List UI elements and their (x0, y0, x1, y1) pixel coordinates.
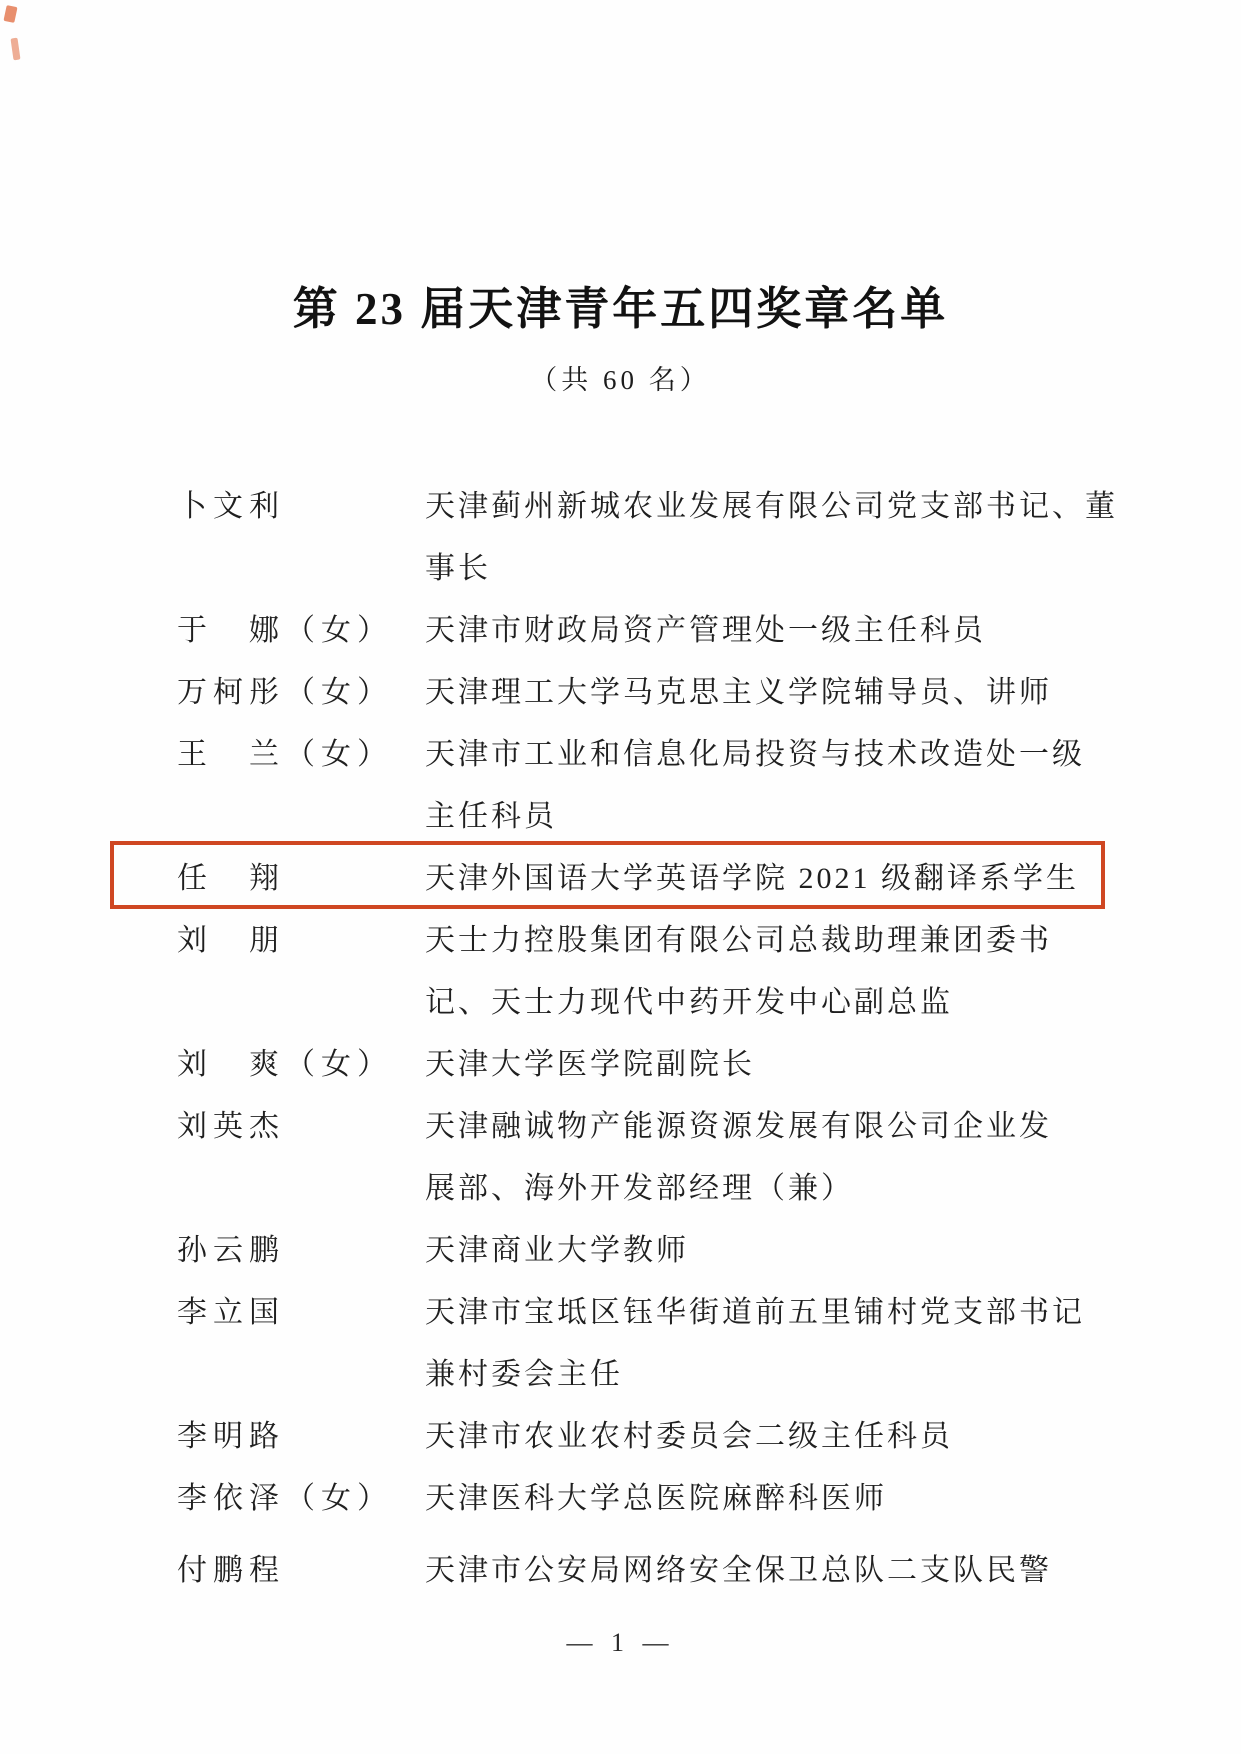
awardee-description: 天津商业大学教师 (425, 1234, 689, 1267)
page-subtitle: （共 60 名） (530, 365, 711, 395)
award-entry-row (177, 720, 1130, 844)
awardee-name: 李立国 (177, 1296, 285, 1329)
entry-line (177, 844, 1130, 906)
awardee-name: 李依泽（女） (177, 1482, 393, 1515)
awardee-description: 天津融诚物产能源资源发展有限公司企业发 (425, 1110, 1052, 1143)
entry-line (177, 782, 1130, 844)
awardee-name: 孙云鹏 (177, 1234, 285, 1267)
entry-line (177, 472, 1130, 534)
entry-line (177, 534, 1130, 596)
entry-line (177, 1030, 1130, 1092)
awardee-description: 记、天士力现代中药开发中心副总监 (425, 986, 953, 1019)
page-title: 第 23 届天津青年五四奖章名单 (292, 284, 949, 334)
entry-line (177, 1154, 1130, 1216)
award-entry-row (177, 1092, 1130, 1216)
award-entry-row (177, 1464, 1130, 1526)
awardee-description: 天津外国语大学英语学院 2021 级翻译系学生 (425, 862, 1079, 895)
scan-artifact (11, 38, 21, 61)
awardee-name: 刘 朋 (177, 924, 285, 957)
awardee-name: 任 翔 (177, 862, 285, 895)
award-entry-row (177, 1536, 1130, 1598)
awardee-description: 天士力控股集团有限公司总裁助理兼团委书 (425, 924, 1052, 957)
entry-line (177, 1216, 1130, 1278)
entry-line (177, 1340, 1130, 1402)
awardee-description: 天津蓟州新城农业发展有限公司党支部书记、董 (425, 490, 1118, 523)
entry-line (177, 596, 1130, 658)
awardee-name: 于 娜（女） (177, 614, 393, 647)
entry-line (177, 658, 1130, 720)
awardee-description: 天津大学医学院副院长 (425, 1048, 755, 1081)
awardee-name: 付鹏程 (177, 1554, 285, 1587)
awardee-description: 天津理工大学马克思主义学院辅导员、讲师 (425, 676, 1052, 709)
award-list (177, 472, 1130, 1598)
entry-line (177, 906, 1130, 968)
award-entry-row (177, 1216, 1130, 1278)
award-entry-row (177, 596, 1130, 658)
awardee-description: 主任科员 (425, 800, 557, 833)
award-entry-row (177, 906, 1130, 1030)
award-entry-row (177, 472, 1130, 596)
awardee-description: 天津市财政局资产管理处一级主任科员 (425, 614, 986, 647)
entry-line (177, 1402, 1130, 1464)
award-entry-row (177, 1030, 1130, 1092)
awardee-name: 卜文利 (177, 490, 285, 523)
awardee-name: 李明路 (177, 1420, 285, 1453)
awardee-description: 兼村委会主任 (425, 1358, 623, 1391)
awardee-name: 刘 爽（女） (177, 1048, 393, 1081)
award-entry-row (177, 844, 1130, 906)
awardee-name: 万柯彤（女） (177, 676, 393, 709)
entry-line (177, 1092, 1130, 1154)
entry-line (177, 968, 1130, 1030)
awardee-description: 天津医科大学总医院麻醉科医师 (425, 1482, 887, 1515)
award-entry-row (177, 658, 1130, 720)
awardee-description: 天津市公安局网络安全保卫总队二支队民警 (425, 1554, 1052, 1587)
entry-line (177, 1464, 1130, 1526)
scan-artifact (3, 5, 17, 23)
awardee-name: 王 兰（女） (177, 738, 393, 771)
award-entry-row (177, 1402, 1130, 1464)
entry-line (177, 1278, 1130, 1340)
awardee-description: 天津市农业农村委员会二级主任科员 (425, 1420, 953, 1453)
entry-line (177, 720, 1130, 782)
awardee-description: 展部、海外开发部经理（兼） (425, 1172, 854, 1205)
entry-line (177, 1536, 1130, 1598)
awardee-description: 天津市工业和信息化局投资与技术改造处一级 (425, 738, 1085, 771)
award-entry-row (177, 1278, 1130, 1402)
awardee-name: 刘英杰 (177, 1110, 285, 1143)
awardee-description: 事长 (425, 552, 491, 585)
awardee-description: 天津市宝坻区钰华街道前五里铺村党支部书记 (425, 1296, 1085, 1329)
page-number: — 1 — (566, 1628, 675, 1657)
